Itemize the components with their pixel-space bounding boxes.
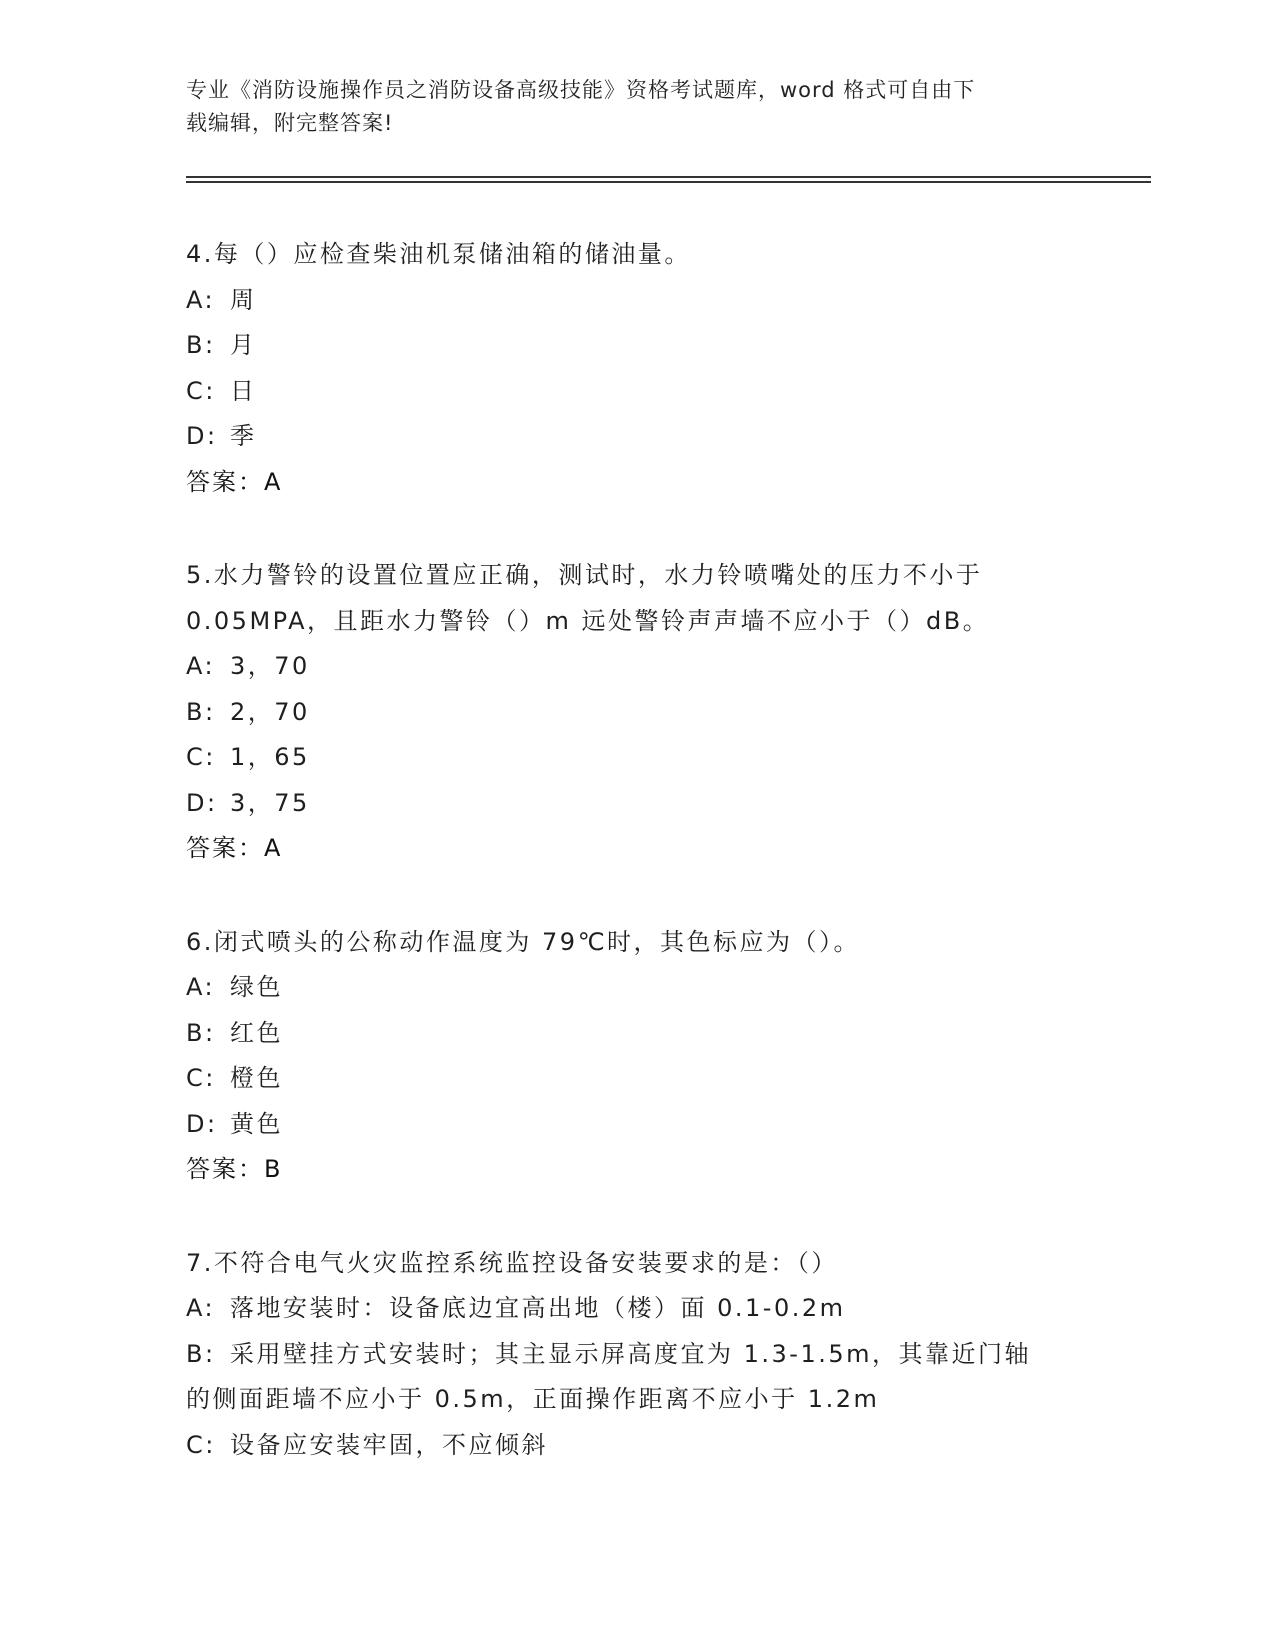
option-c xyxy=(186,1056,1126,1102)
option-text: 采用壁挂方式安装时；其主显示屏高度宜为 1.3-1.5m，其靠近门轴 xyxy=(230,1339,1032,1368)
question-stem: 6.闭式喷头的公称动作温度为 79℃时，其色标应为（）。 xyxy=(186,927,861,956)
header-divider-top xyxy=(186,176,1151,178)
option-label: A: xyxy=(186,285,216,314)
document-header xyxy=(186,74,1066,140)
question-5 xyxy=(186,553,1126,872)
option-label: B: xyxy=(186,1339,216,1368)
option-c xyxy=(186,369,1126,415)
option-label: D: xyxy=(186,788,218,817)
answer-line: 答案：A xyxy=(186,834,283,862)
option-text: 落地安装时：设备底边宜高出地（楼）面 0.1-0.2m xyxy=(230,1294,846,1322)
option-a xyxy=(186,278,1126,324)
answer-line: 答案：A xyxy=(186,467,283,496)
option-text: 红色 xyxy=(230,1018,283,1047)
option-text: 月 xyxy=(230,331,257,359)
option-b-continued xyxy=(186,1377,1126,1423)
question-6 xyxy=(186,920,1126,1193)
option-a xyxy=(186,1286,1126,1332)
header-line-1: 专业《消防设施操作员之消防设备高级技能》资格考试题库，word 格式可自由下 xyxy=(186,78,976,102)
option-label: C: xyxy=(186,376,216,405)
header-line-2: 载编辑，附完整答案! xyxy=(186,111,394,135)
option-text: 1，65 xyxy=(230,743,310,771)
option-a xyxy=(186,965,1126,1011)
option-text: 2，70 xyxy=(230,697,310,726)
option-label: D: xyxy=(186,422,218,450)
question-4 xyxy=(186,232,1126,505)
option-text: 的侧面距墙不应小于 0.5m，正面操作距离不应小于 1.2m xyxy=(186,1385,880,1413)
question-7 xyxy=(186,1241,1126,1469)
option-d xyxy=(186,414,1126,460)
option-text: 3，70 xyxy=(230,652,310,680)
question-list xyxy=(186,232,1126,1516)
option-text: 绿色 xyxy=(230,973,283,1001)
option-text: 日 xyxy=(230,376,257,405)
option-label: C: xyxy=(186,743,216,771)
question-stem-continued: 0.05MPA，且距水力警铃（）m 远处警铃声声墙不应小于（）dB。 xyxy=(186,606,990,635)
option-text: 周 xyxy=(230,285,257,314)
option-label: A: xyxy=(186,652,216,680)
option-label: C: xyxy=(186,1430,216,1459)
option-text: 3，75 xyxy=(230,788,310,817)
option-label: B: xyxy=(186,1018,216,1047)
option-text: 黄色 xyxy=(230,1109,283,1138)
option-text: 季 xyxy=(230,422,257,450)
option-d xyxy=(186,1102,1126,1148)
option-b xyxy=(186,690,1126,736)
option-label: B: xyxy=(186,331,216,359)
option-c xyxy=(186,735,1126,781)
header-divider-bottom xyxy=(186,181,1151,183)
option-text: 橙色 xyxy=(230,1064,283,1092)
option-label: A: xyxy=(186,973,216,1001)
question-stem: 7.不符合电气火灾监控系统监控设备安装要求的是：（） xyxy=(186,1248,838,1277)
question-stem: 5.水力警铃的设置位置应正确，测试时，水力铃喷嘴处的压力不小于 xyxy=(186,561,983,589)
option-a xyxy=(186,644,1126,690)
question-stem: 4.每（）应检查柴油机泵储油箱的储油量。 xyxy=(186,240,691,268)
option-label: A: xyxy=(186,1294,216,1322)
option-label: D: xyxy=(186,1109,218,1138)
option-text: 设备应安装牢固，不应倾斜 xyxy=(230,1430,548,1459)
option-label: C: xyxy=(186,1064,216,1092)
option-b xyxy=(186,1332,1126,1378)
option-b xyxy=(186,323,1126,369)
option-b xyxy=(186,1011,1126,1057)
option-c xyxy=(186,1423,1126,1469)
answer-line: 答案：B xyxy=(186,1155,283,1183)
option-label: B: xyxy=(186,697,216,726)
option-d xyxy=(186,781,1126,827)
